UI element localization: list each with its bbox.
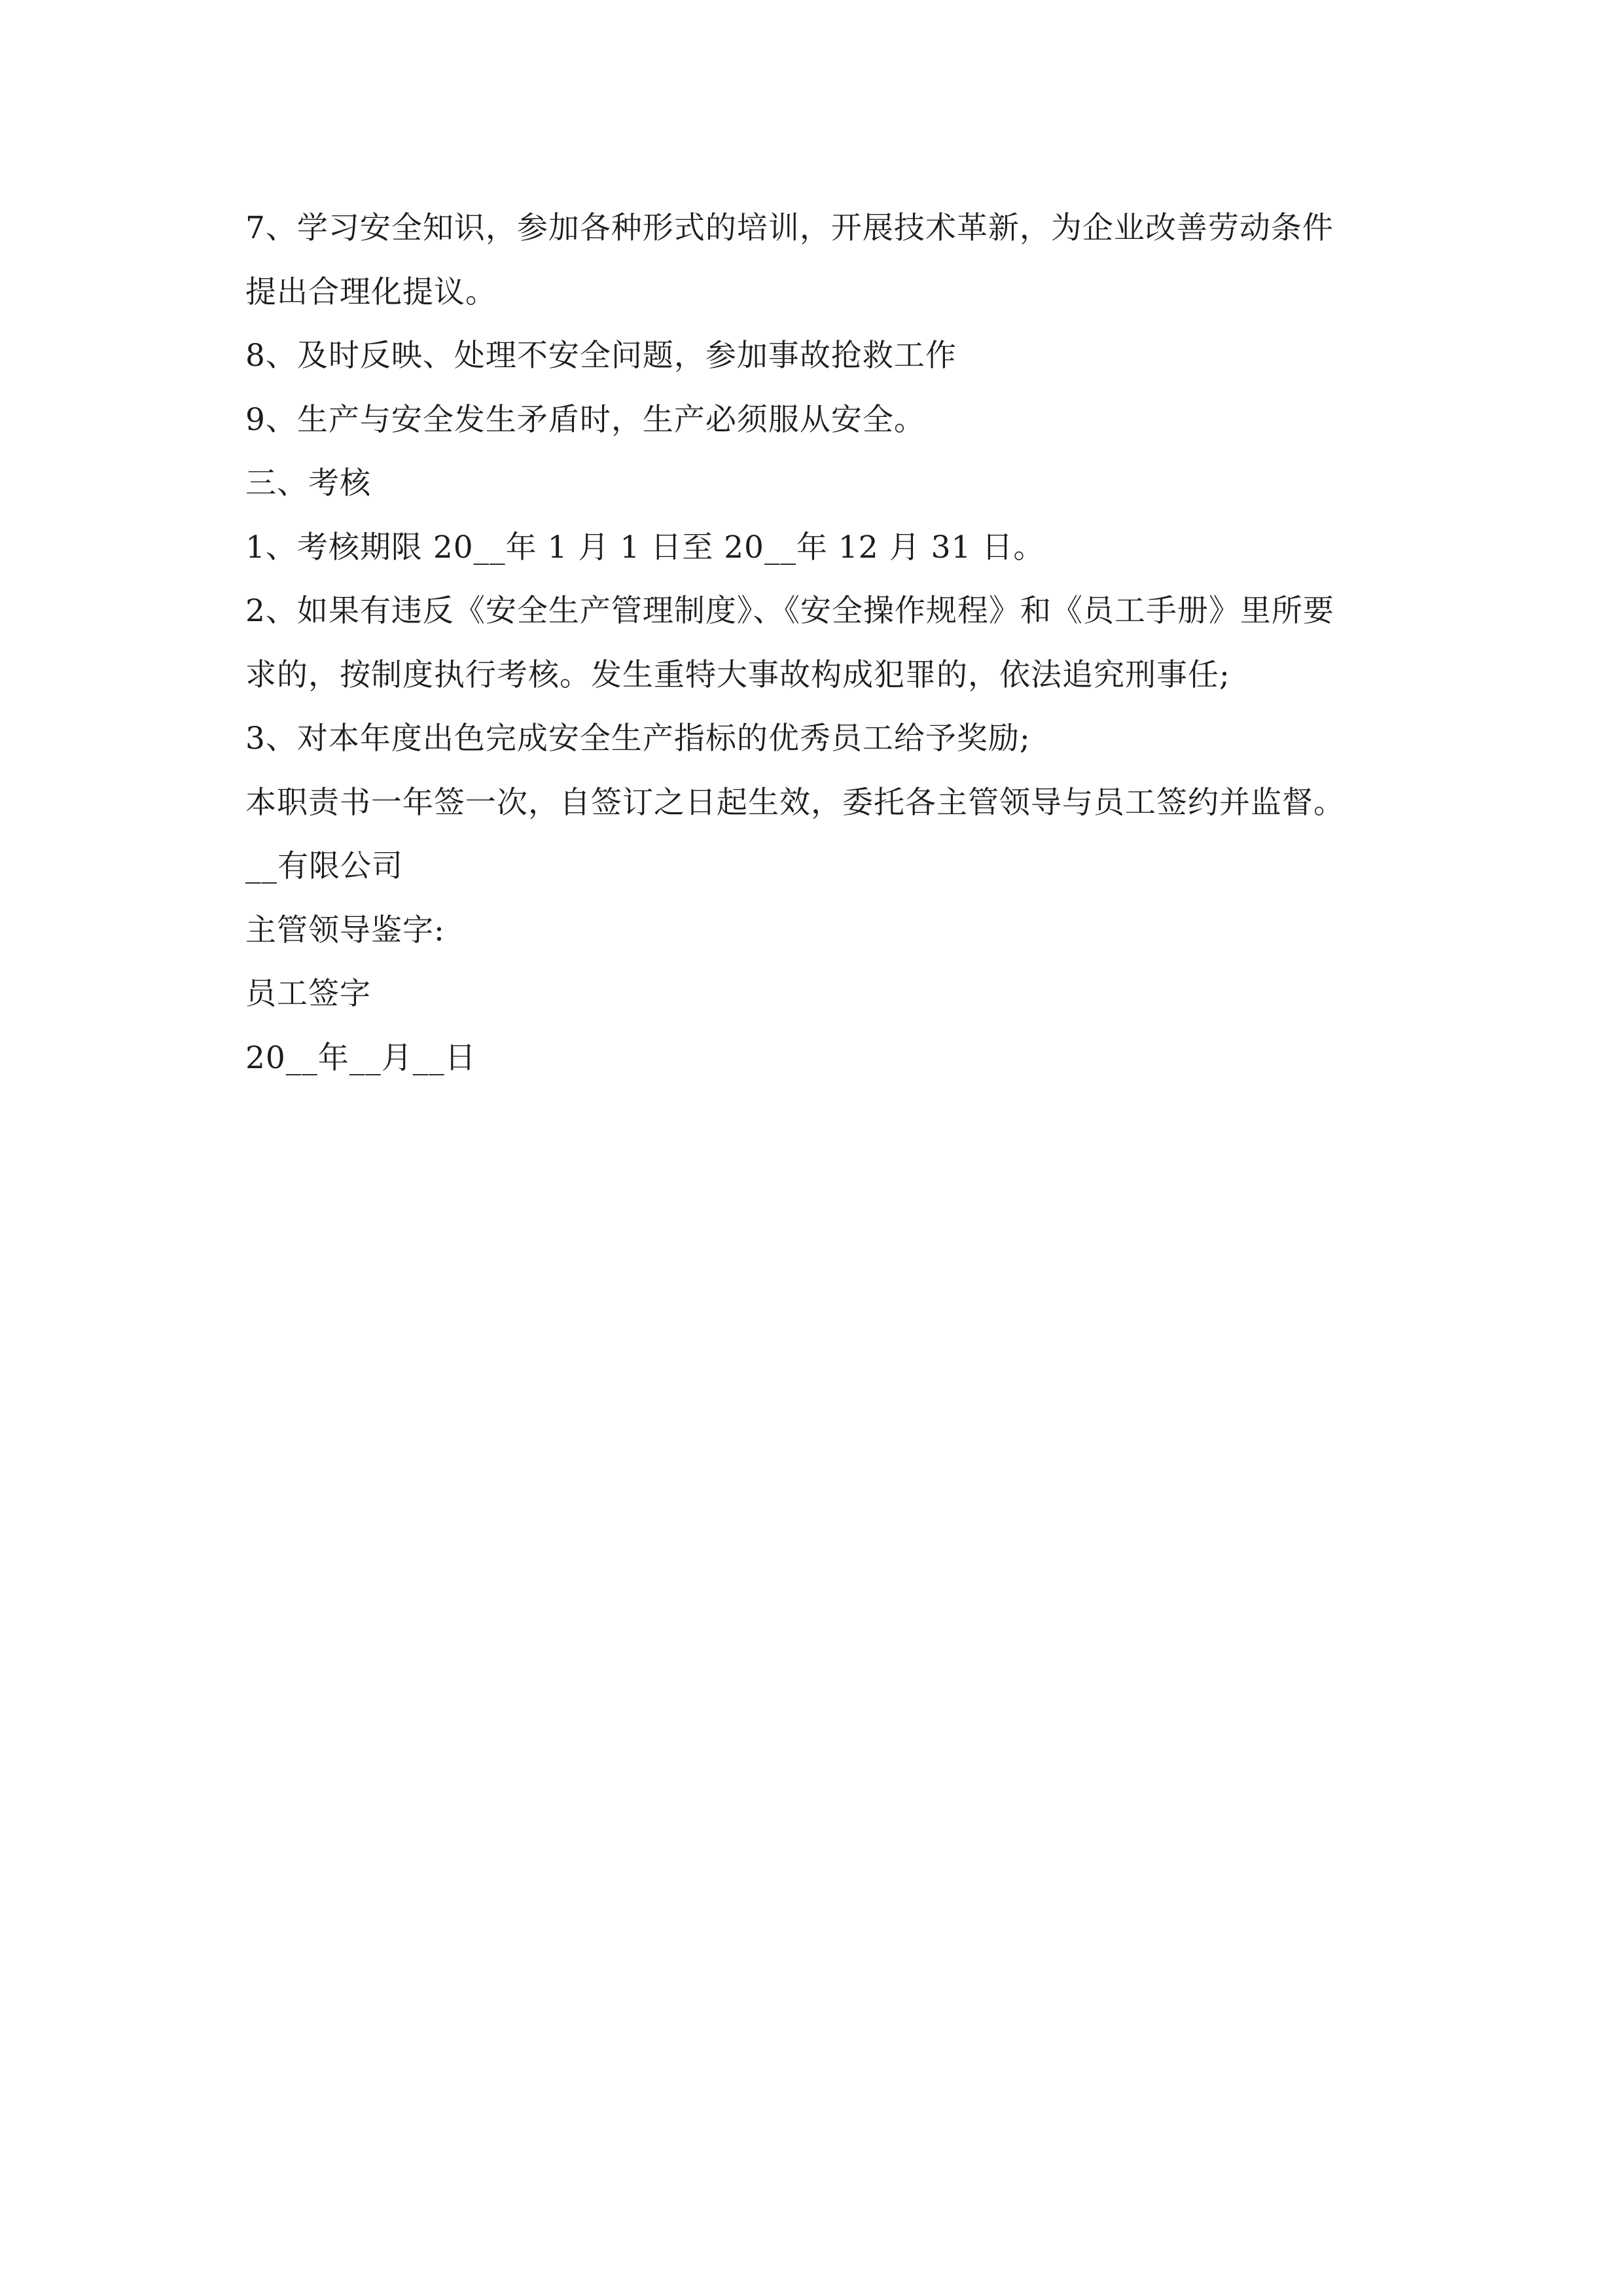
assessment-item-3: 3、对本年度出色完成安全生产指标的优秀员工给予奖励;	[245, 721, 1031, 757]
assessment-item-2-line-2: 求的，按制度执行考核。发生重特大事故构成犯罪的，依法追究刑事任;	[245, 656, 1230, 693]
assessment-item-2-line-1: 2、如果有违反《安全生产管理制度》、《安全操作规程》和《员工手册》里所要	[245, 593, 1334, 629]
assessment-item-1: 1、考核期限 20__年 1 月 1 日至 20__年 12 月 31 日。	[245, 529, 1045, 565]
item-7-line-2: 提出合理化提议。	[245, 274, 497, 310]
item-9: 9、生产与安全发生矛盾时，生产必须服从安全。	[245, 401, 925, 438]
document-body	[245, 196, 1410, 1090]
date-line: 20__年__月__日	[245, 1039, 476, 1076]
validity-statement: 本职责书一年签一次，自签订之日起生效，委托各主管领导与员工签约并监督。	[245, 784, 1345, 821]
section-heading-assessment: 三、考核	[245, 465, 371, 501]
item-8: 8、及时反映、处理不安全问题，参加事故抢救工作	[245, 338, 957, 374]
employee-signature-label: 员工签字	[245, 976, 371, 1012]
supervisor-signature-label: 主管领导鉴字:	[245, 912, 445, 948]
item-7-line-1: 7、学习安全知识，参加各种形式的培训，开展技术革新，为企业改善劳动条件	[245, 210, 1334, 246]
company-name: __有限公司	[245, 848, 403, 884]
